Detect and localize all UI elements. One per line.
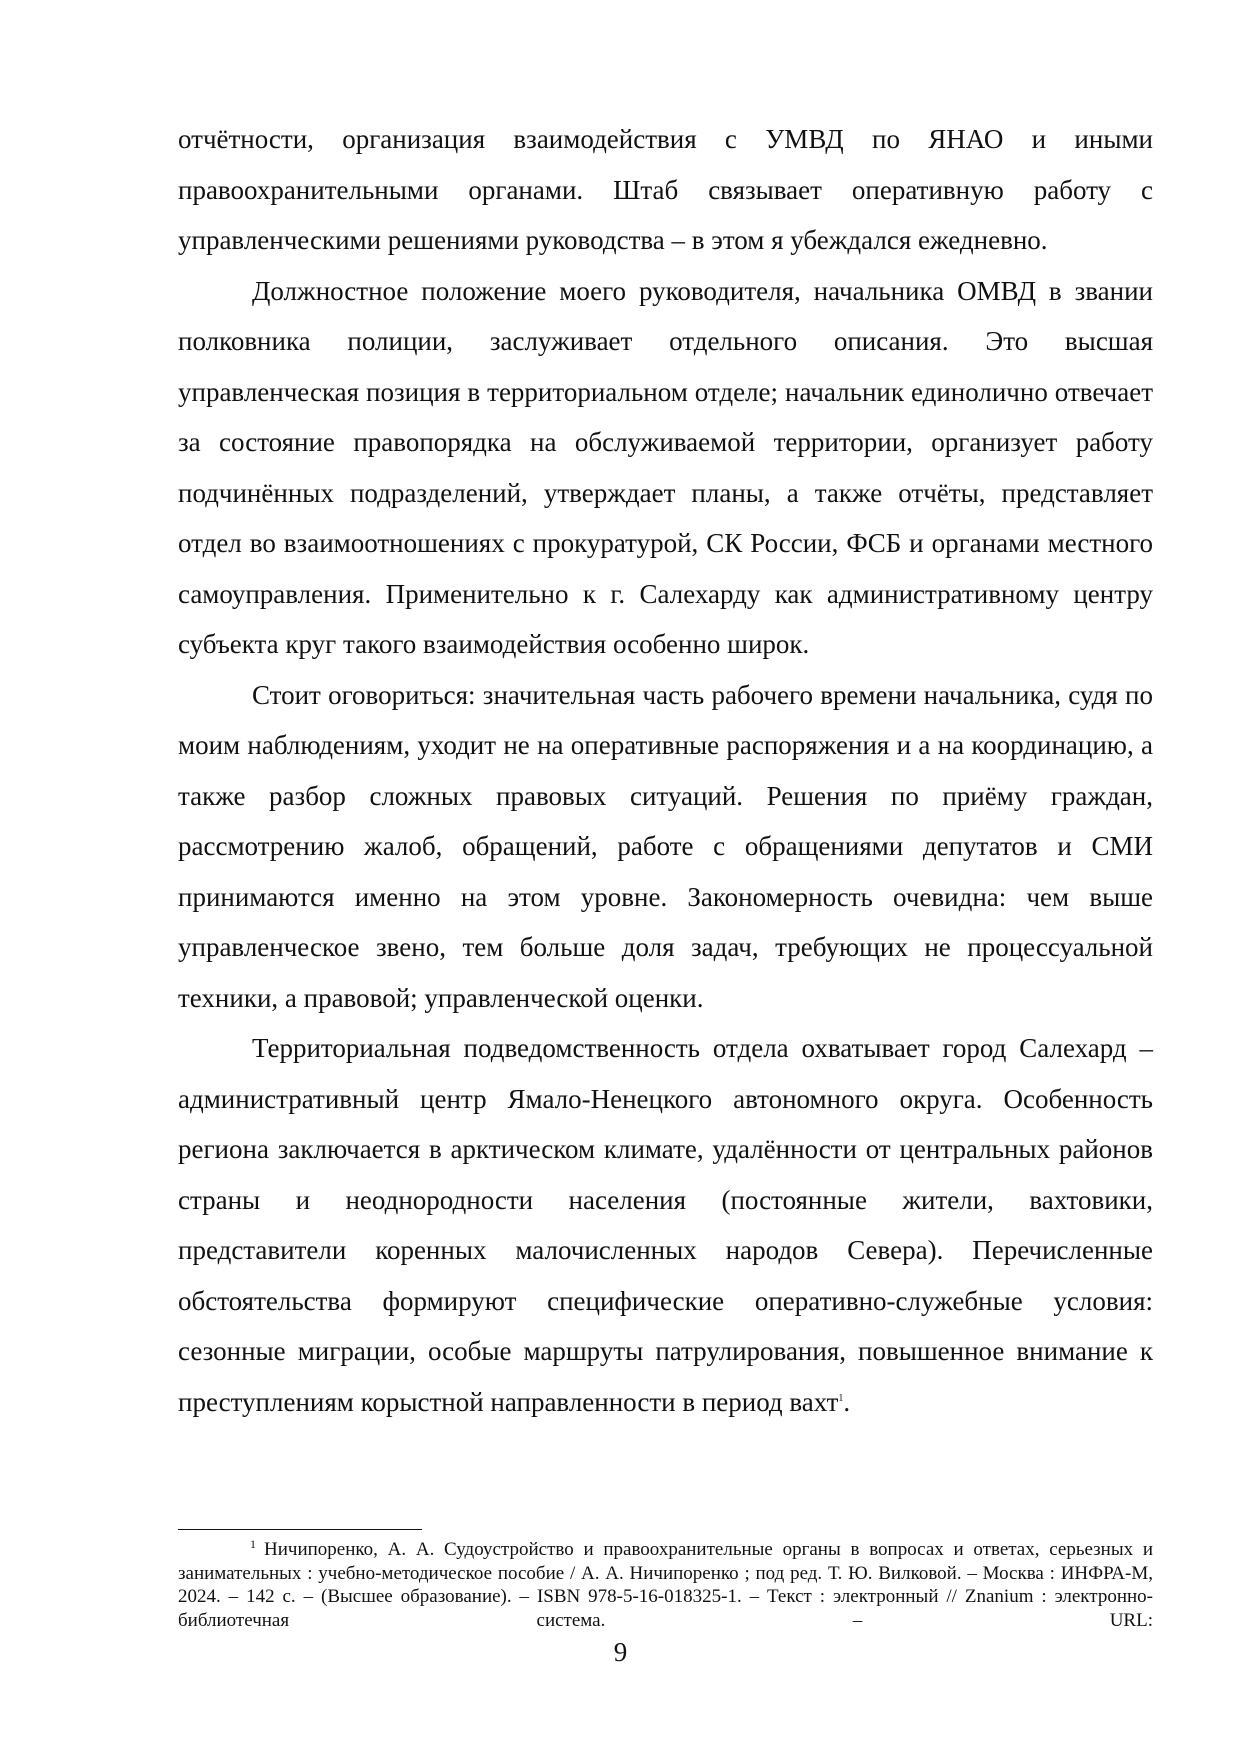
- footnotes-section: [178, 1538, 1153, 1632]
- paragraph-text: Стоит оговориться: значительная часть рабочего времени начальника, судя по моим наблюдениям, уходит не на оперативные распоряжения и а на координацию, а также разбор сложных правовых ситуаций. Решения по приёму граждан, рассмотрению жалоб, обращений, работе с обращениями депутатов и СМИ принимаются именно на этом уровне. Закономерность очевидна: чем выше управленческое звено, тем больше доля задач, требующих не процессуальной техники, а правовой; управленческой оценки.: [178, 679, 1153, 1013]
- footnote-mark: 1: [250, 1536, 256, 1551]
- paragraph-trailing-punctuation: .: [843, 1386, 851, 1417]
- paragraph-2: [178, 266, 1153, 670]
- paragraph-1: [178, 114, 1153, 266]
- footnote-reference[interactable]: 1: [838, 1392, 844, 1404]
- paragraph-3: [178, 670, 1153, 1024]
- footnote-1: [178, 1538, 1153, 1632]
- paragraph-text: Территориальная подведомственность отдела охватывает город Салехард – административный центр Ямало-Ненецкого автономного округа. Особенность региона заключается в арктическом климате, удалённости от центральных районов страны и неоднородности населения (постоянные жители, вахтовики, представители коренных малочисленных народов Севера). Перечисленные обстоятельства формируют специфические оперативно-служебные условия: сезонные миграции, особые маршруты патрулирования, повышенное внимание к преступлениям корыстной направленности в период вахт: [178, 1033, 1153, 1417]
- page-number: 9: [613, 1637, 628, 1667]
- paragraph-text: Должностное положение моего руководителя, начальника ОМВД в звании полковника полиции, заслуживает отдельного описания. Это высшая управленческая позиция в территориальном отделе; начальник единолично отвечает за состояние правопорядка на обслуживаемой территории, организует работу подчинённых подразделений, утверждает планы, а также отчёты, представляет отдел во взаимоотношениях с прокуратурой, СК России, ФСБ и органами местного самоуправления. Применительно к г. Салехарду как административному центру субъекта круг такого взаимодействия особенно широк.: [178, 275, 1153, 659]
- footnote-text: Ничипоренко, А. А. Судоустройство и правоохранительные органы в вопросах и ответах, серьезных и занимательных : учебно-методическое пособие / А. А. Ничипоренко ; под ред. Т. Ю. Вилковой. – Москва : ИНФРА-М, 2024. – 142 с. – (Высшее образование). – ISBN 978-5-16-018325-1. – Текст : электронный // Znanium : электронно-библиотечная система. – URL:: [178, 1539, 1153, 1631]
- footnote-separator: [178, 1529, 422, 1530]
- paragraph-text: отчётности, организация взаимодействия с УМВД по ЯНАО и иными правоохранительными органами. Штаб связывает оперативную работу с управленческими решениями руководства – в этом я убеждался ежедневно.: [178, 124, 1153, 255]
- paragraph-4: [178, 1023, 1153, 1427]
- body-text: [178, 114, 1153, 1427]
